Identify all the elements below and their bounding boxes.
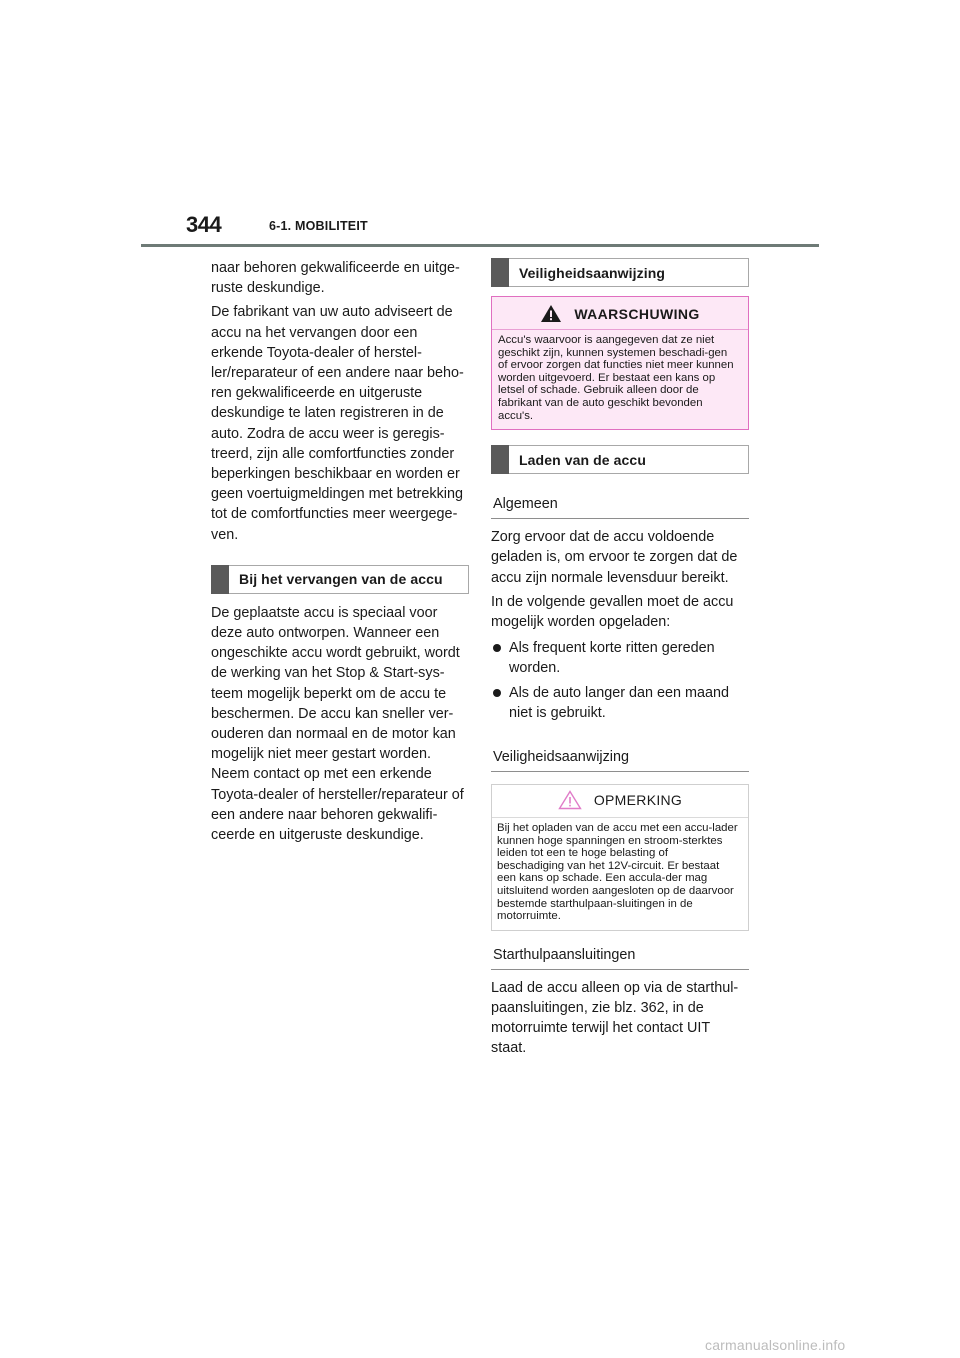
right-column <box>491 258 749 1059</box>
paragraph: naar behoren gekwalificeerde en uitge-ruste deskundige. <box>211 260 460 297</box>
section-heading-box <box>211 565 469 594</box>
section-title: 6-1. MOBILITEIT <box>269 219 368 233</box>
bullet-icon <box>493 644 501 652</box>
left-column <box>211 258 469 845</box>
warning-text: Accu's waarvoor is aangegeven dat ze niet geschikt zijn, kunnen systemen beschadi-gen of ervoor zorgen dat functies niet meer kunnen worden uitgevoerd. Er bestaat een kans op letsel of schade. Gebruik alleen door de fabrikant van de auto geschikt bevonden accu's. <box>498 334 734 422</box>
note-title: OPMERKING <box>593 791 683 808</box>
subheading: Algemeen <box>491 496 749 519</box>
note-header <box>492 785 748 817</box>
list-item-text: Als frequent korte ritten gereden worden. <box>509 640 715 677</box>
warning-box <box>491 296 749 430</box>
subheading: Starthulpaansluitingen <box>491 947 749 970</box>
list-item-text: Als de auto langer dan een maand niet is gebruikt. <box>509 684 730 721</box>
note-box <box>491 784 749 931</box>
warning-title: WAARSCHUWING <box>574 305 700 322</box>
bullet-icon <box>493 689 501 697</box>
heading-bar <box>211 565 229 594</box>
paragraph: Laad de accu alleen op via de starthul-paansluitingen, zie blz. 362, in de motorruimte terwijl het contact UIT staat. <box>491 979 739 1057</box>
warning-triangle-icon <box>540 304 562 323</box>
section-heading: Laden van de accu <box>519 451 646 468</box>
heading-bar <box>491 258 509 287</box>
caution-triangle-icon <box>558 790 582 810</box>
list-item <box>491 683 749 723</box>
paragraph: Zorg ervoor dat de accu voldoende geladen is, om ervoor te zorgen dat de accu zijn normale levensduur bereikt. <box>491 529 738 586</box>
subheading: Veiligheidsaanwijzing <box>491 749 749 772</box>
header-divider <box>141 244 819 247</box>
section-heading: Veiligheidsaanwijzing <box>519 264 666 281</box>
paragraph: De fabrikant van uw auto adviseert de accu na het vervangen door een erkende Toyota-dealer of herstel-ler/reparateur of een andere naar beho-ren gekwalificeerde en uitgeruste deskundige te laten registreren in de auto. Zodra de accu weer is geregis-treerd, zijn alle comfortfuncties zonder beperkingen beschikbaar en worden er geen voertuigmeldingen met betrekking tot de comfortfuncties meer weergege-ven. <box>211 304 464 543</box>
paragraph: De geplaatste accu is speciaal voor deze auto ontworpen. Wanneer een ongeschikte accu wordt gebruikt, wordt de werking van het Stop & Start-sys-teem mogelijk beperkt om de accu te beschermen. De accu kan sneller ver-ouderen dan normaal en de motor kan mogelijk niet meer gestart worden. Neem contact op met een erkende Toyota-dealer of hersteller/reparateur of een andere naar behoren gekwalifi-ceerde en uitgeruste deskundige. <box>211 604 464 844</box>
bullet-list <box>491 638 749 723</box>
note-text: Bij het opladen van de accu met een accu-lader kunnen hoge spanningen en stroom-sterktes leiden tot een te hoge belasting of beschadiging van het 12V-circuit. Er bestaat een kans op schade. Een accula-der mag uitsluitend worden aangesloten op de daarvoor bestemde starthulpaan-sluitingen in de motorruimte. <box>497 821 738 923</box>
section-heading: Bij het vervangen van de accu <box>239 571 443 588</box>
heading-bar <box>491 445 509 474</box>
page-number: 344 <box>186 212 222 237</box>
watermark: carmanualsonline.info <box>705 1337 846 1353</box>
warning-header <box>492 297 748 329</box>
section-heading-box <box>491 445 749 474</box>
paragraph: In de volgende gevallen moet de accu mogelijk worden opgeladen: <box>491 593 734 630</box>
list-item <box>491 638 749 678</box>
section-heading-box <box>491 258 749 287</box>
